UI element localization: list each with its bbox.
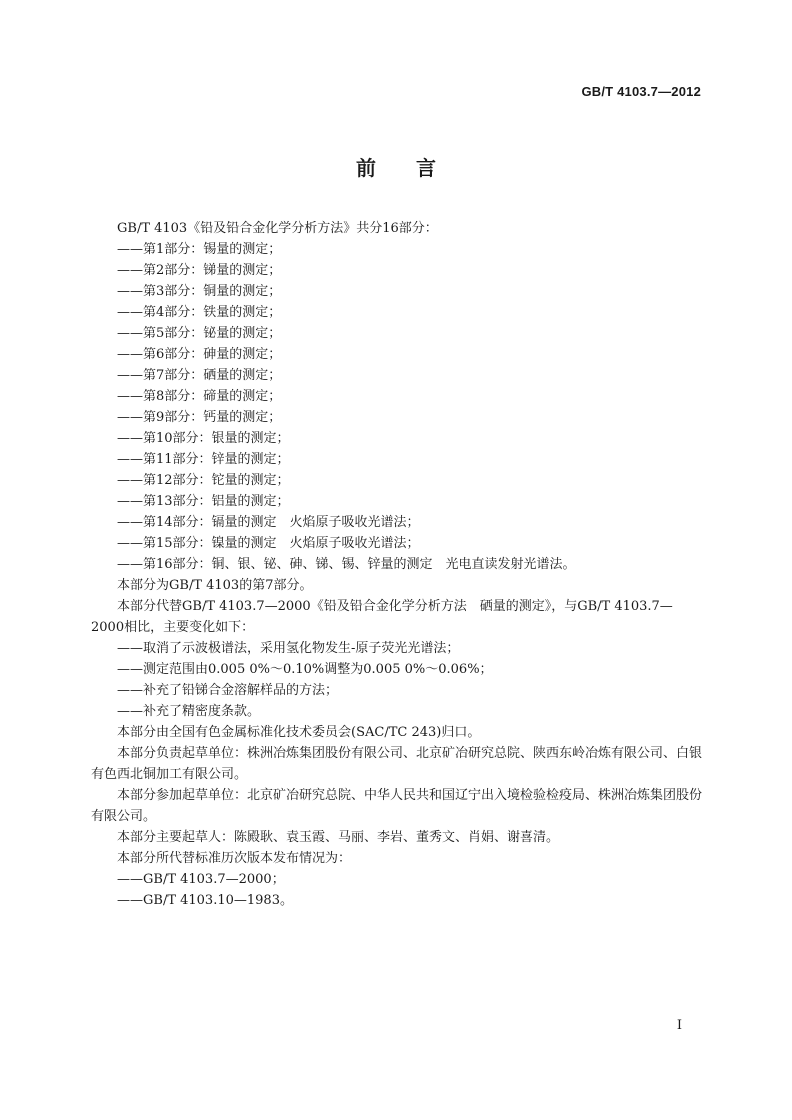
drafters-paragraph: 本部分主要起草人：陈殿耿、袁玉霞、马丽、李岩、董秀文、肖娟、谢喜清。 <box>117 830 560 845</box>
intro-line: GB/T 4103《铅及铅合金化学分析方法》共分16部分： <box>117 221 438 236</box>
list-item: ——第1部分：锡量的测定； <box>117 242 282 257</box>
committee-paragraph: 本部分由全国有色金属标准化技术委员会(SAC/TC 243)归口。 <box>117 725 481 740</box>
list-item: ——第2部分：锑量的测定； <box>117 263 282 278</box>
title-char-2: 言 <box>416 156 436 180</box>
page-number: I <box>676 1018 682 1033</box>
list-item: ——第12部分：铊量的测定； <box>117 473 290 488</box>
list-item: ——第3部分：铜量的测定； <box>117 284 282 299</box>
participating-units-paragraph: 本部分参加起草单位：北京矿冶研究总院、中华人民共和国辽宁出入境检验检疫局、株洲冶炼集团股份有限公司。 <box>91 788 703 824</box>
list-item: ——第4部分：铁量的测定； <box>117 305 282 320</box>
this-part-line: 本部分为GB/T 4103的第7部分。 <box>117 578 313 593</box>
foreword-body <box>91 218 703 911</box>
page-title <box>0 152 792 181</box>
list-item: ——第6部分：砷量的测定； <box>117 347 282 362</box>
list-item: ——第11部分：锌量的测定； <box>117 452 290 467</box>
list-item: ——第15部分：镍量的测定 火焰原子吸收光谱法； <box>117 536 420 551</box>
list-item: ——第16部分：铜、银、铋、砷、锑、锡、锌量的测定 光电直读发射光谱法。 <box>117 557 576 572</box>
title-char-1: 前 <box>356 156 376 180</box>
list-item: ——第8部分：碲量的测定； <box>117 389 282 404</box>
list-item: ——GB/T 4103.10—1983。 <box>117 893 293 908</box>
replaces-paragraph: 本部分代替GB/T 4103.7—2000《铅及铅合金化学分析方法 硒量的测定》，与GB/T 4103.7—2000相比，主要变化如下： <box>91 599 673 635</box>
drafting-units-paragraph: 本部分负责起草单位：株洲冶炼集团股份有限公司、北京矿冶研究总院、陕西东岭冶炼有限公司、白银有色西北铜加工有限公司。 <box>91 746 703 782</box>
list-item: ——GB/T 4103.7—2000； <box>117 872 285 887</box>
list-item: ——补充了精密度条款。 <box>117 704 261 719</box>
list-item: ——第7部分：硒量的测定； <box>117 368 282 383</box>
list-item: ——取消了示波极谱法，采用氢化物发生-原子荧光光谱法； <box>117 641 460 656</box>
list-item: ——第13部分：铝量的测定； <box>117 494 290 509</box>
list-item: ——测定范围由0.005 0%～0.10%调整为0.005 0%～0.06%； <box>117 662 493 677</box>
history-list <box>91 869 703 911</box>
list-item: ——第5部分：铋量的测定； <box>117 326 282 341</box>
list-item: ——第9部分：钙量的测定； <box>117 410 282 425</box>
list-item: ——补充了铅锑合金溶解样品的方法； <box>117 683 339 698</box>
parts-list <box>91 239 703 575</box>
standard-code: GB/T 4103.7—2012 <box>581 84 701 99</box>
history-intro-line: 本部分所代替标准历次版本发布情况为： <box>117 851 352 866</box>
list-item: ——第14部分：镉量的测定 火焰原子吸收光谱法； <box>117 515 420 530</box>
list-item: ——第10部分：银量的测定； <box>117 431 290 446</box>
changes-list <box>91 638 703 722</box>
